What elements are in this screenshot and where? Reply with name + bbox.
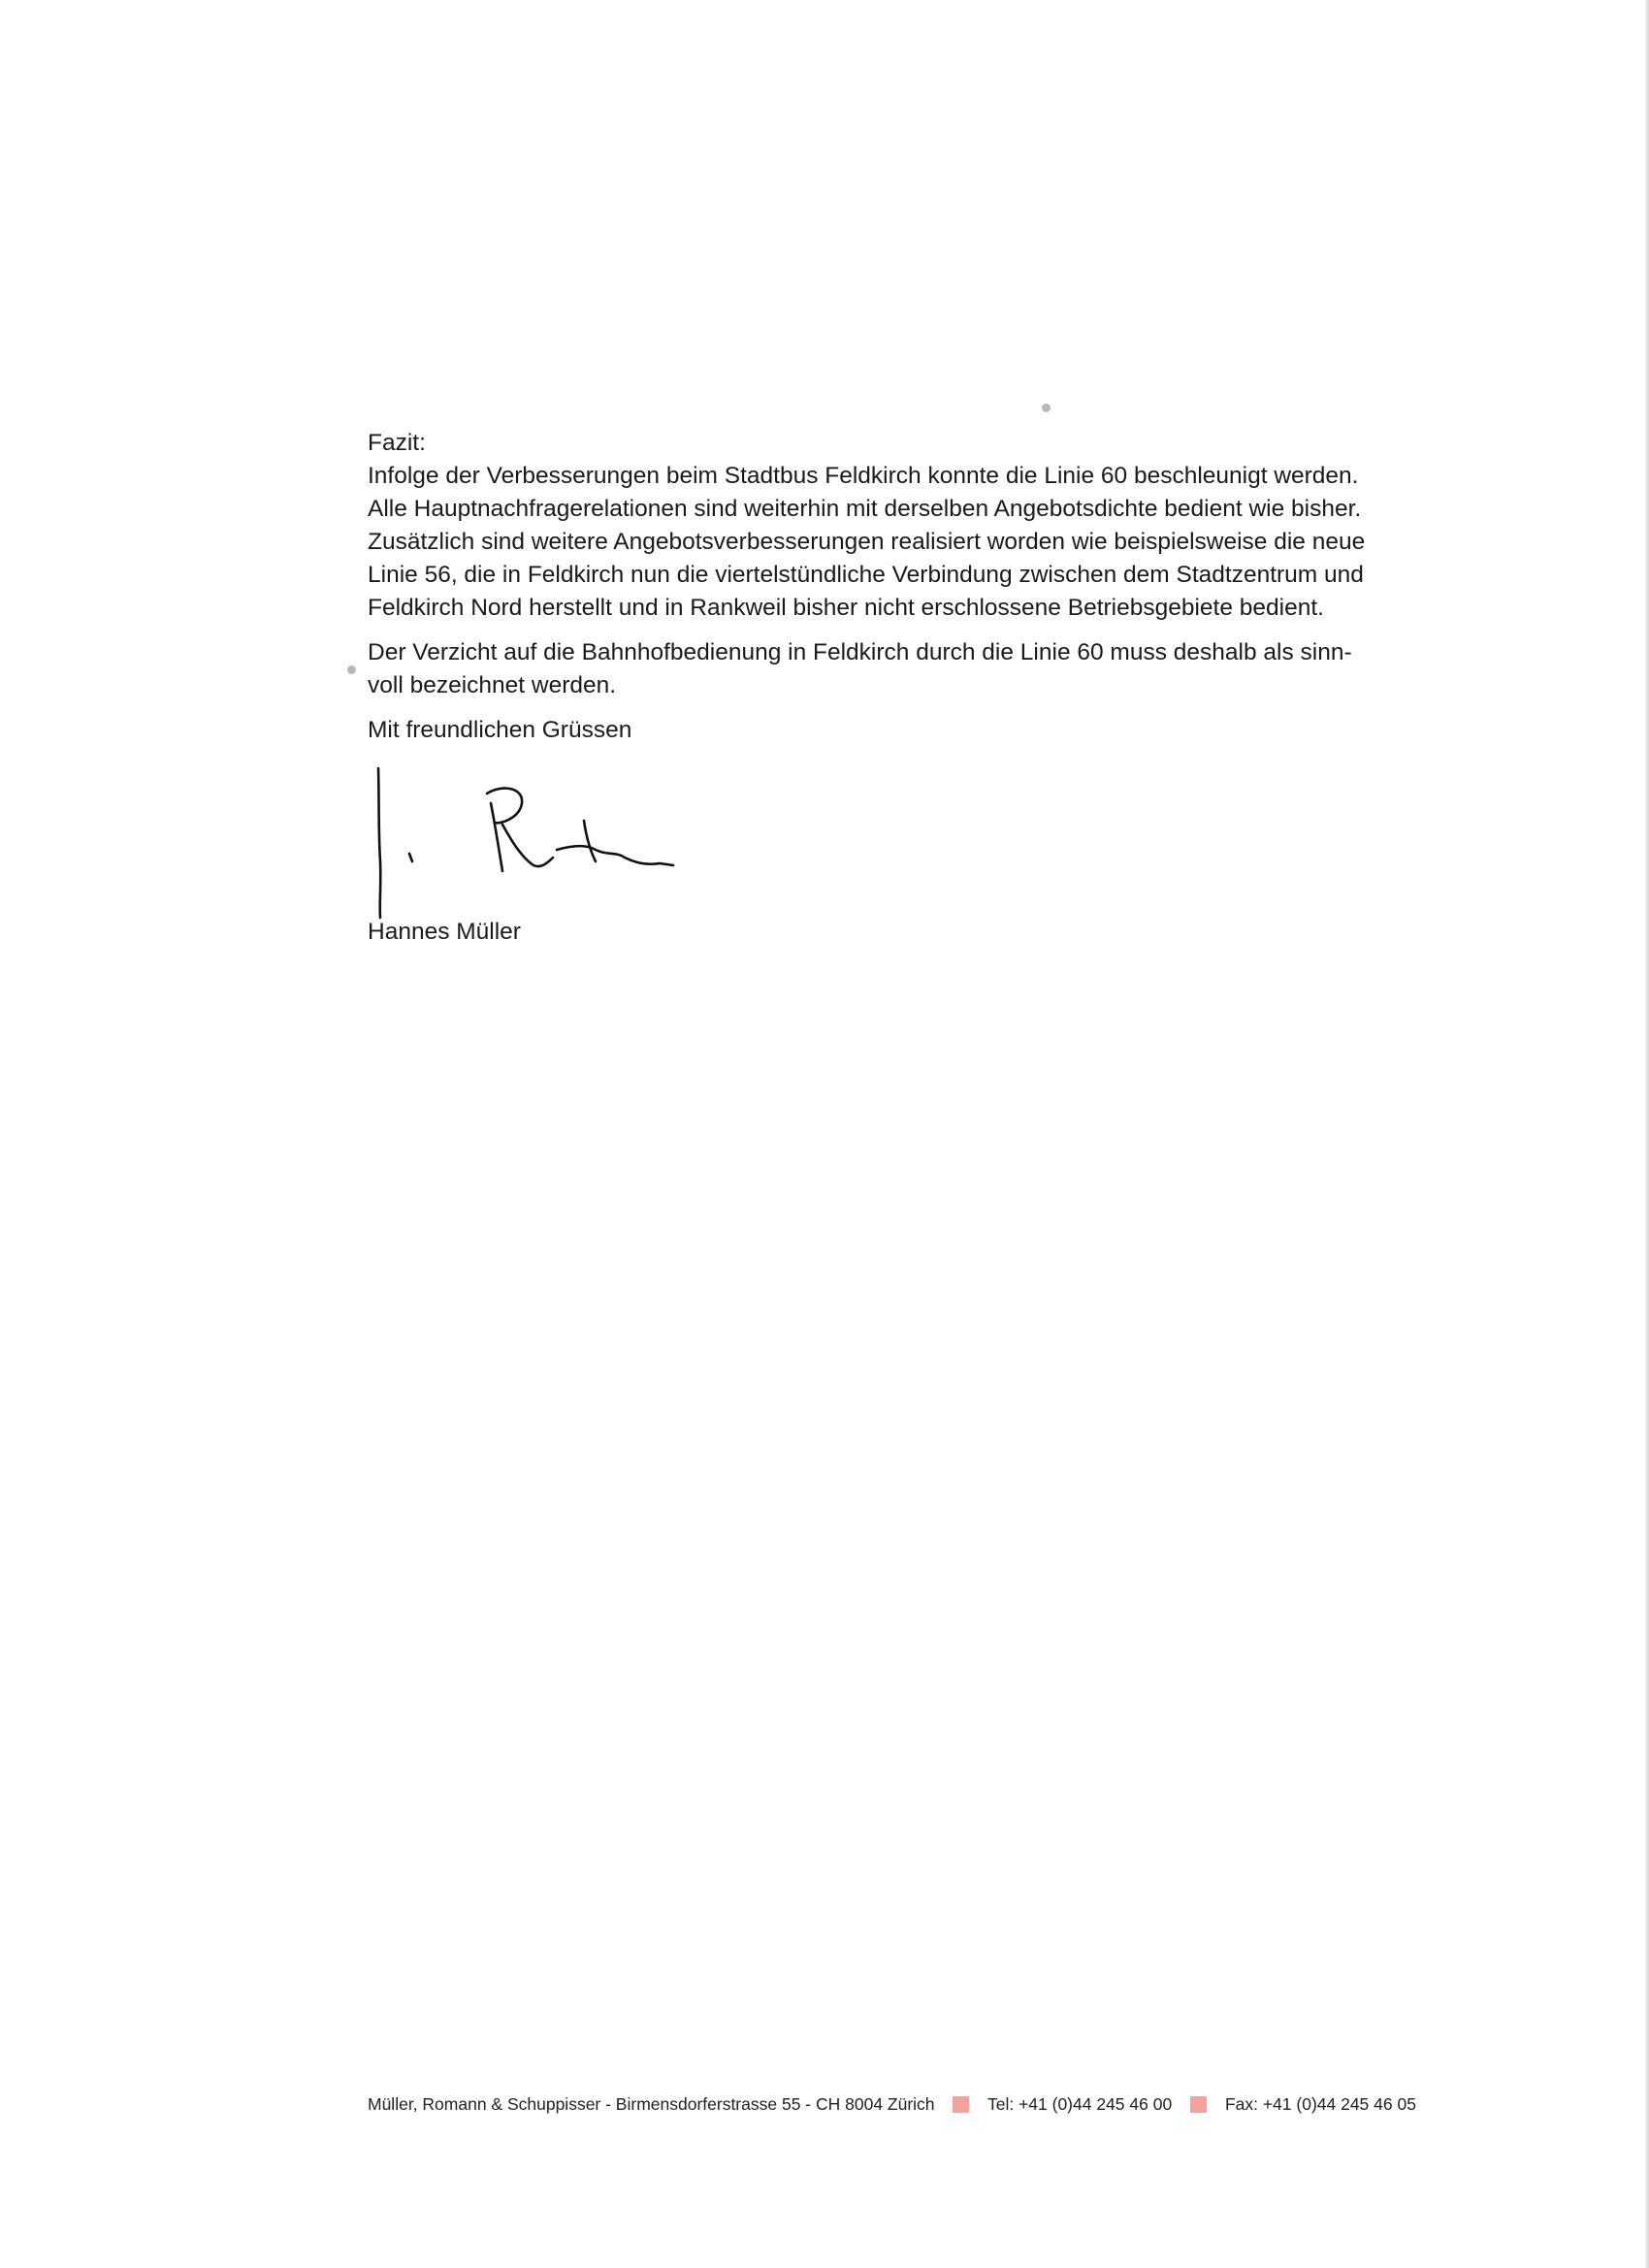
scan-speck xyxy=(347,665,356,674)
text-line: Zusätzlich sind weitere Angebotsverbesserungen realisiert worden wie beispielsweise die neue xyxy=(368,529,1366,555)
fazit-paragraph xyxy=(368,427,1473,625)
footer-company-address: Müller, Romann & Schuppisser - Birmensdorferstrasse 55 - CH 8004 Zürich xyxy=(368,2094,935,2114)
page-edge xyxy=(1645,0,1649,2268)
text-line: Der Verzicht auf die Bahnhofbedienung in Feldkirch durch die Linie 60 muss deshalb als sinn- xyxy=(368,639,1352,665)
letter-body xyxy=(368,427,1473,747)
footer-separator-square xyxy=(953,2096,969,2113)
footer-fax: Fax: +41 (0)44 245 46 05 xyxy=(1224,2094,1416,2114)
text-line: voll bezeichnet werden. xyxy=(368,672,617,698)
text-line: Infolge der Verbesserungen beim Stadtbus Feldkirch konnte die Linie 60 beschleunigt werden. xyxy=(368,463,1359,489)
text-line: Linie 56, die in Feldkirch nun die viertelstündliche Verbindung zwischen dem Stadtzentrum und xyxy=(368,562,1364,588)
scan-speck xyxy=(1042,404,1051,412)
conclusion-paragraph xyxy=(368,636,1473,702)
text-line: Alle Hauptnachfragerelationen sind weiterhin mit derselben Angebotsdichte bedient wie bisher. xyxy=(368,496,1362,522)
letterhead-footer xyxy=(368,2092,1416,2116)
handwritten-signature xyxy=(367,764,716,920)
fazit-label: Fazit: xyxy=(368,430,426,456)
text-line: Feldkirch Nord herstellt und in Rankweil bisher nicht erschlossene Betriebsgebiete bedient. xyxy=(368,595,1324,621)
footer-tel: Tel: +41 (0)44 245 46 00 xyxy=(986,2094,1173,2114)
closing-line: Mit freundlichen Grüssen xyxy=(368,717,632,743)
footer-separator-square xyxy=(1190,2096,1207,2113)
signer-name: Hannes Müller xyxy=(368,919,521,945)
